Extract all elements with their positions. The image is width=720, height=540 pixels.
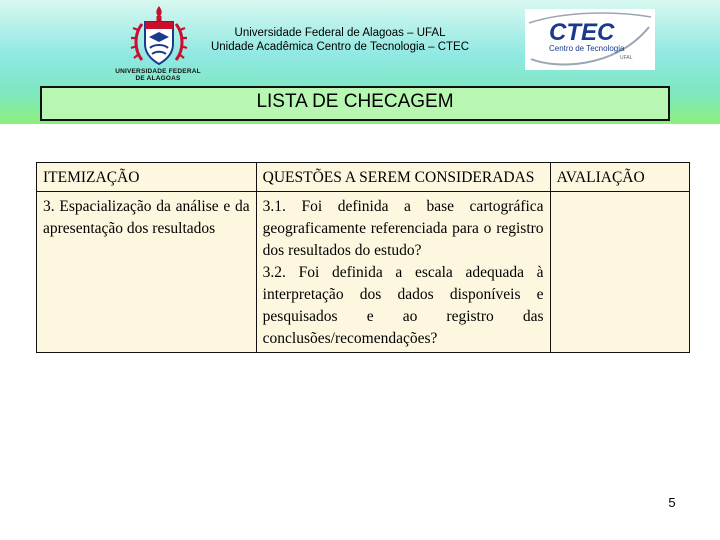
header-itemizacao: ITEMIZAÇÃO <box>37 163 257 192</box>
page-title: LISTA DE CHECAGEM <box>256 90 454 112</box>
checklist-table <box>36 162 690 353</box>
institution-line-2: Unidade Acadêmica Centro de Tecnologia – CTEC <box>210 41 470 53</box>
ctec-logo-text: CTEC <box>549 19 615 46</box>
cell-evaluation[interactable] <box>550 192 689 353</box>
header-avaliacao: AVALIAÇÃO <box>550 163 689 192</box>
title-box <box>40 86 670 121</box>
ufal-logo-text <box>108 68 208 82</box>
cell-questions <box>256 192 550 353</box>
ctec-logo-graphic <box>525 9 655 70</box>
page-number: 5 <box>668 495 676 510</box>
institution-header <box>190 26 490 54</box>
ufal-logo-text-line2: DE ALAGOAS <box>135 75 181 82</box>
ufal-logo-text-line1: UNIVERSIDADE FEDERAL <box>115 68 201 75</box>
header-questoes: QUESTÕES A SEREM CONSIDERADAS <box>256 163 550 192</box>
ctec-logo-subtitle: Centro de Tecnologia <box>549 44 625 53</box>
institution-line-1: Universidade Federal de Alagoas – UFAL <box>234 27 446 39</box>
table-header-row <box>37 163 690 192</box>
question-3-1: 3.1. Foi definida a base cartográfica geograficamente referenciada para o registro dos resultados do estudo? <box>262 198 544 259</box>
question-3-2: 3.2. Foi definida a escala adequada à interpretação dos dados disponíveis e pesquisados e ao registro das conclusões/recomendações? <box>262 264 544 347</box>
ctec-logo-small: UFAL <box>620 55 633 61</box>
table-row <box>37 192 690 353</box>
ctec-logo <box>525 9 655 70</box>
cell-item: 3. Espacialização da análise e da apresentação dos resultados <box>37 192 257 353</box>
